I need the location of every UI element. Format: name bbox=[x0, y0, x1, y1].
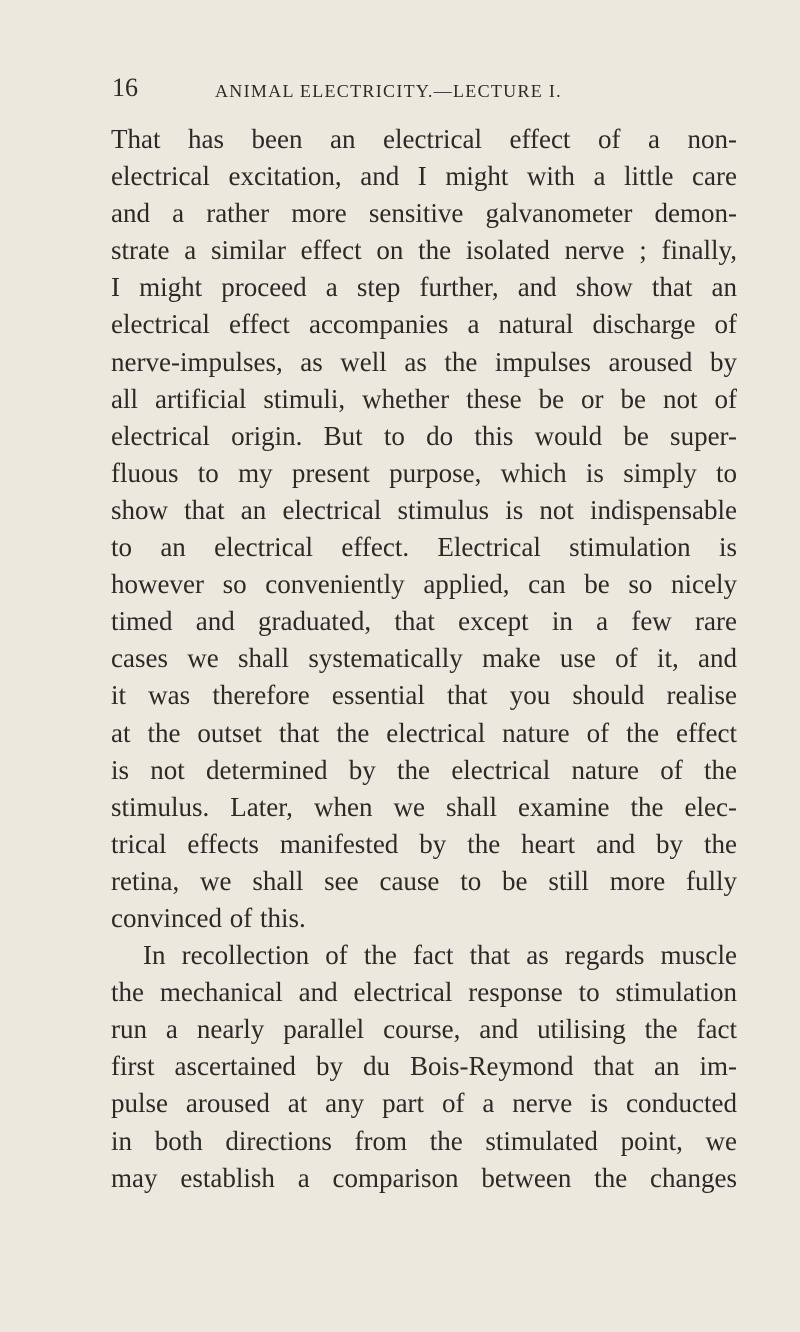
text-line: fluous to my present purpose, which is simply to bbox=[111, 457, 737, 488]
text-line: timed and graduated, that except in a few rare bbox=[111, 606, 737, 637]
text-line: That has been an electrical effect of a non- bbox=[111, 124, 737, 154]
paragraph bbox=[111, 121, 737, 937]
text-line: to an electrical effect. Electrical stimulation is bbox=[111, 532, 737, 563]
text-line: the mechanical and electrical response to stimulation bbox=[111, 977, 737, 1008]
text-line: it was therefore essential that you should realise bbox=[111, 680, 737, 711]
running-title: ANIMAL ELECTRICITY.—LECTURE I. bbox=[215, 81, 562, 101]
text-line: strate a similar effect on the isolated nerve ; finally, bbox=[111, 235, 737, 266]
text-line: I might proceed a step further, and show that an bbox=[111, 272, 737, 303]
text-line: cases we shall systematically make use of it, and bbox=[111, 643, 737, 674]
text-line: run a nearly parallel course, and utilising the fact bbox=[111, 1014, 737, 1045]
text-line: show that an electrical stimulus is not indispensable bbox=[111, 494, 737, 525]
paragraph bbox=[111, 937, 737, 1197]
text-line: electrical effect accompanies a natural discharge of bbox=[111, 309, 737, 340]
text-line: stimulus. Later, when we shall examine the elec- bbox=[111, 791, 737, 822]
text-line: convinced of this. bbox=[111, 902, 306, 933]
text-line: electrical origin. But to do this would be super- bbox=[111, 420, 737, 451]
text-line: In recollection of the fact that as regards muscle bbox=[143, 940, 737, 971]
text-line: is not determined by the electrical nature of the bbox=[111, 754, 737, 785]
text-line: first ascertained by du Bois-Reymond that an im- bbox=[111, 1051, 737, 1082]
text-line: in both directions from the stimulated point, we bbox=[111, 1125, 737, 1156]
text-line: at the outset that the electrical nature of the effect bbox=[111, 717, 737, 748]
text-line: and a rather more sensitive galvanometer demon- bbox=[111, 198, 737, 229]
running-head bbox=[112, 74, 736, 110]
text-line: pulse aroused at any part of a nerve is conducted bbox=[111, 1088, 737, 1119]
text-line: all artificial stimuli, whether these be or be not of bbox=[111, 383, 737, 414]
text-line: trical effects manifested by the heart and by the bbox=[111, 828, 737, 859]
text-line: electrical excitation, and I might with a little care bbox=[111, 161, 737, 192]
text-line: may establish a comparison between the changes bbox=[111, 1162, 737, 1193]
body-text bbox=[111, 121, 737, 1197]
text-line: however so conveniently applied, can be so nicely bbox=[111, 569, 737, 600]
page-number: 16 bbox=[112, 73, 138, 102]
text-line: nerve-impulses, as well as the impulses aroused by bbox=[111, 346, 737, 377]
text-line: retina, we shall see cause to be still more fully bbox=[111, 865, 737, 896]
